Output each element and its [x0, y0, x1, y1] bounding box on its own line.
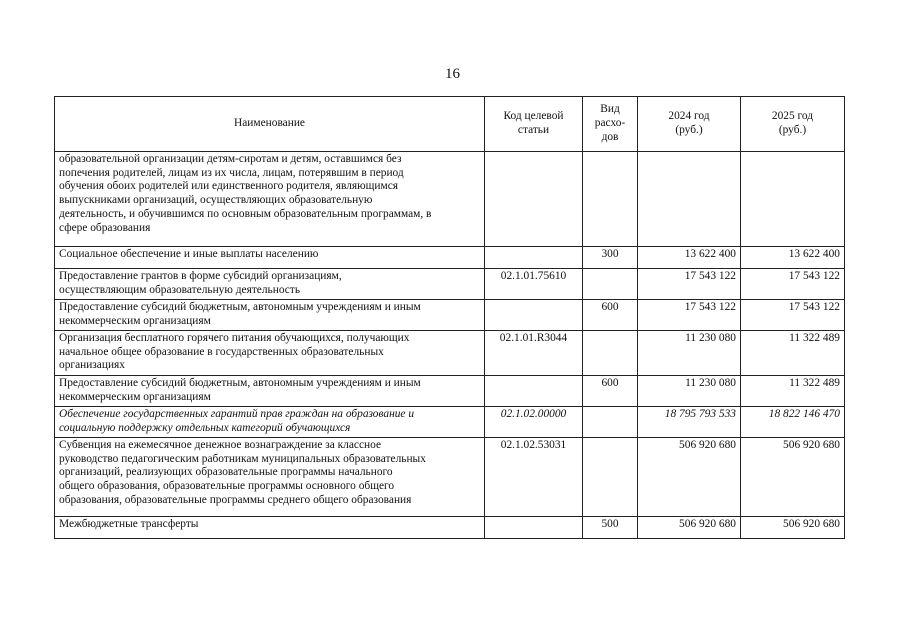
- header-2025: 2025 год (руб.): [741, 97, 845, 152]
- table-row: [55, 376, 845, 407]
- row-amount-2024: [638, 152, 741, 247]
- row-code: 02.1.02.00000: [485, 407, 583, 438]
- table-row: [55, 517, 845, 539]
- row-name: Социальное обеспечение и иные выплаты населению: [55, 247, 485, 269]
- budget-table: [54, 96, 845, 539]
- row-expense-type: [583, 438, 638, 517]
- row-amount-2025: [741, 152, 845, 247]
- row-code: 02.1.01.R3044: [485, 331, 583, 376]
- row-code: [485, 300, 583, 331]
- row-name: Предоставление субсидий бюджетным, автономным учреждениям и иным некоммерческим организациям: [55, 376, 485, 407]
- header-name: Наименование: [55, 97, 485, 152]
- table-row: [55, 247, 845, 269]
- row-name: образовательной организации детям-сиротам и детям, оставшимся без попечения родителей, лицам из их числа, лицам, потерявшим в период обучения обоих родителей или единственного родителя, являющимся выпускниками организаций, осуществляющих образовательную деятельность, и обучившимся по основным образовательным программам, в сфере образования: [55, 152, 485, 247]
- row-amount-2025: 506 920 680: [741, 517, 845, 539]
- row-amount-2024: 11 230 080: [638, 331, 741, 376]
- row-amount-2024: 13 622 400: [638, 247, 741, 269]
- row-name: Предоставление грантов в форме субсидий организациям, осуществляющим образовательную деятельность: [55, 269, 485, 300]
- row-name: Межбюджетные трансферты: [55, 517, 485, 539]
- row-code: 02.1.02.53031: [485, 438, 583, 517]
- row-expense-type: 300: [583, 247, 638, 269]
- row-amount-2024: 18 795 793 533: [638, 407, 741, 438]
- row-amount-2025: 11 322 489: [741, 331, 845, 376]
- header-code: Код целевой статьи: [485, 97, 583, 152]
- row-name: Предоставление субсидий бюджетным, автономным учреждениям и иным некоммерческим организациям: [55, 300, 485, 331]
- row-expense-type: 500: [583, 517, 638, 539]
- row-amount-2024: 11 230 080: [638, 376, 741, 407]
- row-amount-2024: 17 543 122: [638, 269, 741, 300]
- row-expense-type: 600: [583, 376, 638, 407]
- header-expense-type: Вид расхо- дов: [583, 97, 638, 152]
- row-code: [485, 152, 583, 247]
- header-2024: 2024 год (руб.): [638, 97, 741, 152]
- row-amount-2024: 506 920 680: [638, 438, 741, 517]
- row-name: Организация бесплатного горячего питания обучающихся, получающих начальное общее образование в государственных образовательных организациях: [55, 331, 485, 376]
- row-amount-2024: 506 920 680: [638, 517, 741, 539]
- row-code: [485, 517, 583, 539]
- row-expense-type: [583, 152, 638, 247]
- row-code: [485, 247, 583, 269]
- row-name: Обеспечение государственных гарантий прав граждан на образование и социальную поддержку отдельных категорий обучающихся: [55, 407, 485, 438]
- table-row: [55, 438, 845, 517]
- table-row: [55, 152, 845, 247]
- row-amount-2025: 17 543 122: [741, 269, 845, 300]
- row-expense-type: [583, 407, 638, 438]
- table-row: [55, 407, 845, 438]
- row-amount-2025: 506 920 680: [741, 438, 845, 517]
- table-header-row: [55, 97, 845, 152]
- row-amount-2025: 18 822 146 470: [741, 407, 845, 438]
- row-amount-2024: 17 543 122: [638, 300, 741, 331]
- table-row: [55, 300, 845, 331]
- row-code: [485, 376, 583, 407]
- row-expense-type: [583, 331, 638, 376]
- page-number: 16: [445, 66, 460, 82]
- row-name: Субвенция на ежемесячное денежное вознаграждение за классное руководство педагогическим работникам муниципальных образовательных организаций, реализующих образовательные программы начального общего образования, образовательные программы основного общего образования, образовательные программы среднего общего образования: [55, 438, 485, 517]
- table-row: [55, 331, 845, 376]
- row-amount-2025: 17 543 122: [741, 300, 845, 331]
- row-expense-type: 600: [583, 300, 638, 331]
- row-expense-type: [583, 269, 638, 300]
- row-amount-2025: 11 322 489: [741, 376, 845, 407]
- table-row: [55, 269, 845, 300]
- row-code: 02.1.01.75610: [485, 269, 583, 300]
- row-amount-2025: 13 622 400: [741, 247, 845, 269]
